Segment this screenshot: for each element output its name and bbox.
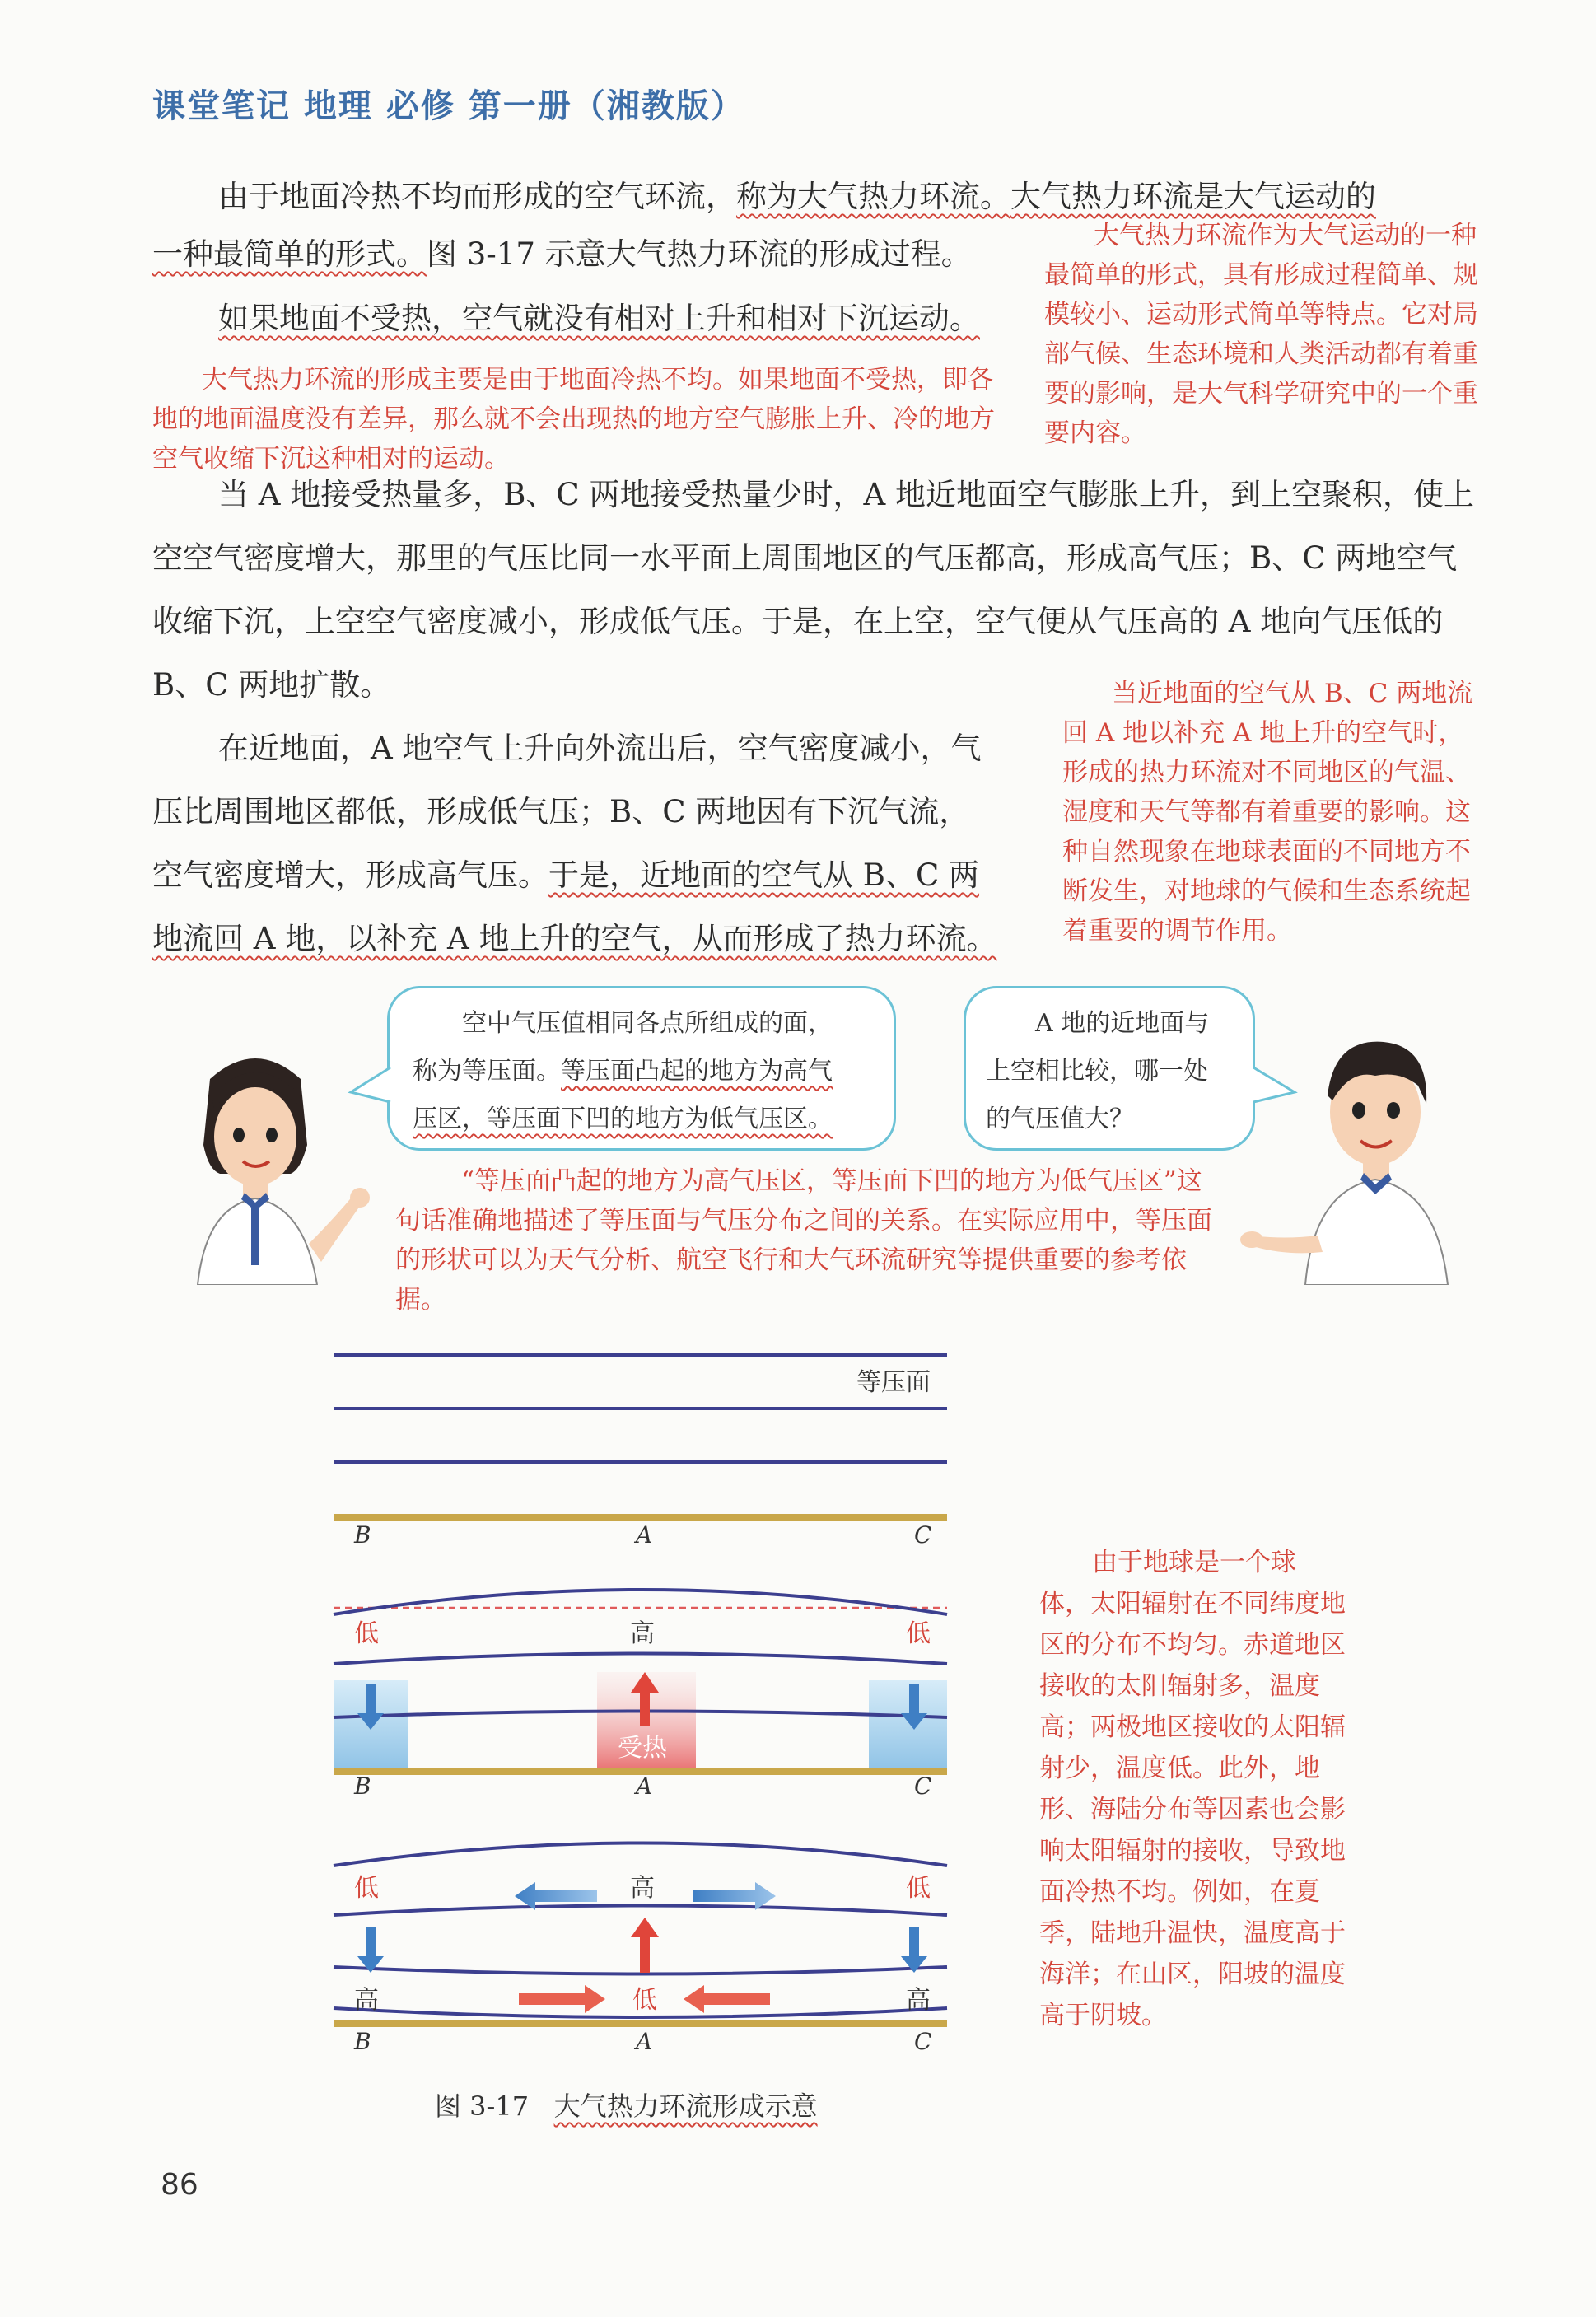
girl-line-2-start: 称为等压面。 [413, 1057, 561, 1086]
p1-end: 大气热力环流是大气运动的 [1010, 179, 1376, 214]
panel-3-circulation [334, 1843, 947, 2056]
girl-illustration [177, 1046, 391, 1285]
paragraph-2 [152, 287, 1058, 350]
label-high-c-3: 高 [906, 1986, 931, 2015]
note-isobaric-surface: “等压面凸起的地方为高气压区，等压面下凹的地方为低气压区”这句话准确地描述了等压面与气压分布之间的关系。在实际应用中，等压面的形状可以为天气分析、航空飞行和大气环流研究等提供重要的参考依据。 [395, 1166, 1212, 1315]
p1-line2-end: 图 3-17 示意大气热力环流的形成过程。 [427, 236, 972, 272]
figure-caption [435, 2086, 818, 2123]
note-circulation-features: 大气热力环流作为大气运动的一种最简单的形式，具有形成过程简单、规模较小、运动形式简单等特点。它对局部气候、生态环境和人类活动都有着重要的影响，是大气科学研究中的一个重要内容。 [1044, 221, 1478, 448]
note-return-flow: 当近地面的空气从 B、C 两地流回 A 地以补充 A 地上升的空气时，形成的热力环流对不同地区的气温、湿度和天气等都有着重要的影响。这种自然现象在地球表面的不同地方不断发生，对地球的气候和生态系统起着重要的调节作用。 [1062, 679, 1473, 946]
panel-2-heating-at-a [334, 1590, 947, 1800]
note-uneven-heating: 由于地球是一个球体，太阳辐射在不同纬度地区的分布不均匀。赤道地区接收的太阳辐射多，温度高；两极地区接收的太阳辐射少，温度低。此外，地形、海陆分布等因素也会影响太阳辐射的接收，导致地面冷热不均。例如，在夏季，陆地升温快，温度高于海洋；在山区，阳坡的温度高于阴坡。 [1039, 1548, 1346, 2030]
boy-line-3: 的气压值大？ [986, 1105, 1134, 1133]
panel-1-no-heating [334, 1355, 947, 1549]
boy-line-2: 上空相比较，哪一处 [986, 1057, 1208, 1086]
label-a-1: A [636, 1521, 653, 1549]
label-b-2: B [354, 1773, 371, 1800]
label-low-a-3: 低 [632, 1986, 657, 2015]
page-number: 86 [161, 2168, 198, 2202]
p4-line-c [152, 843, 1042, 907]
label-low-b-3: 低 [354, 1874, 379, 1903]
label-c-1: C [914, 1521, 932, 1549]
girl-line-3-wavy: 压区，等压面下凹的地方为低气压区。 [413, 1105, 833, 1133]
caption-number: 图 3-17 [435, 2090, 530, 2122]
girl-line-2 [413, 1048, 877, 1095]
p4-c-wavy: 于是，近地面的空气从 B、C 两 [548, 857, 980, 893]
girl-line-3 [413, 1095, 877, 1143]
p4-line-a: 在近地面，A 地空气上升向外流出后，空气密度减小，气 [218, 731, 982, 766]
boy-illustration [1235, 1021, 1466, 1285]
p1-definition: 称为大气热力环流。 [736, 179, 1010, 214]
boy-line-1: A 地的近地面与 [1035, 1009, 1210, 1038]
label-high-b-3: 高 [354, 1986, 379, 2015]
girl-line-2-wavy: 等压面凸起的地方为高气 [561, 1057, 833, 1086]
paragraph-4 [152, 717, 1042, 970]
label-c-2: C [914, 1773, 932, 1800]
p2-text: 如果地面不受热，空气就没有相对上升和相对下沉运动。 [218, 301, 980, 336]
p4-line-b: 压比周围地区都低，形成低气压；B、C 两地因有下沉气流， [152, 794, 970, 829]
paragraph-3: 当 A 地接受热量多，B、C 两地接受热量少时，A 地近地面空气膨胀上升，到上空聚积，使上空空气密度增大，那里的气压比同一水平面上周围地区的气压都高，形成高气压；B、C 两地空气收缩下沉，上空空气密度减小，形成低气压。于是，在上空，空气便从气压高的 A 地向气压低的 B、C 两地扩散。 [152, 477, 1474, 703]
label-high-a-3: 高 [630, 1874, 655, 1903]
caption-title: 大气热力环流形成示意 [553, 2090, 818, 2122]
isobar-label: 等压面 [856, 1368, 931, 1397]
label-c-3: C [914, 2028, 932, 2055]
boy-speech-bubble [964, 986, 1255, 1151]
header-title: 课堂笔记 地理 必修 第一册（湘教版） [152, 87, 745, 125]
paragraph-1-line2 [152, 222, 1058, 286]
label-heated: 受热 [618, 1734, 667, 1763]
p4-c-start: 空气密度增大，形成高气压。 [152, 857, 548, 893]
p1-line2-wavy: 一种最简单的形式。 [152, 236, 427, 272]
label-low-b-2: 低 [354, 1619, 379, 1648]
p1-start: 由于地面冷热不均而形成的空气环流， [218, 179, 736, 214]
girl-speech-bubble [387, 986, 896, 1151]
label-a-3: A [636, 2028, 653, 2055]
girl-line-1: 空中气压值相同各点所组成的面， [462, 1009, 833, 1038]
label-b-3: B [354, 2028, 371, 2055]
p4-d-wavy: 地流回 A 地，以补充 A 地上升的空气，从而形成了热力环流。 [152, 921, 997, 956]
p4-line-d [152, 907, 1042, 970]
label-low-c-2: 低 [906, 1619, 931, 1648]
label-b-1: B [354, 1521, 371, 1549]
label-low-c-3: 低 [906, 1874, 931, 1903]
note-ground-heating: 大气热力环流的形成主要是由于地面冷热不均。如果地面不受热，即各地的地面温度没有差异，那么就不会出现热的地方空气膨胀上升、冷的地方空气收缩下沉这种相对的运动。 [152, 365, 995, 474]
label-high-a-2: 高 [630, 1619, 655, 1648]
figure-thermal-circulation [329, 1343, 955, 2067]
label-a-2: A [636, 1773, 653, 1800]
